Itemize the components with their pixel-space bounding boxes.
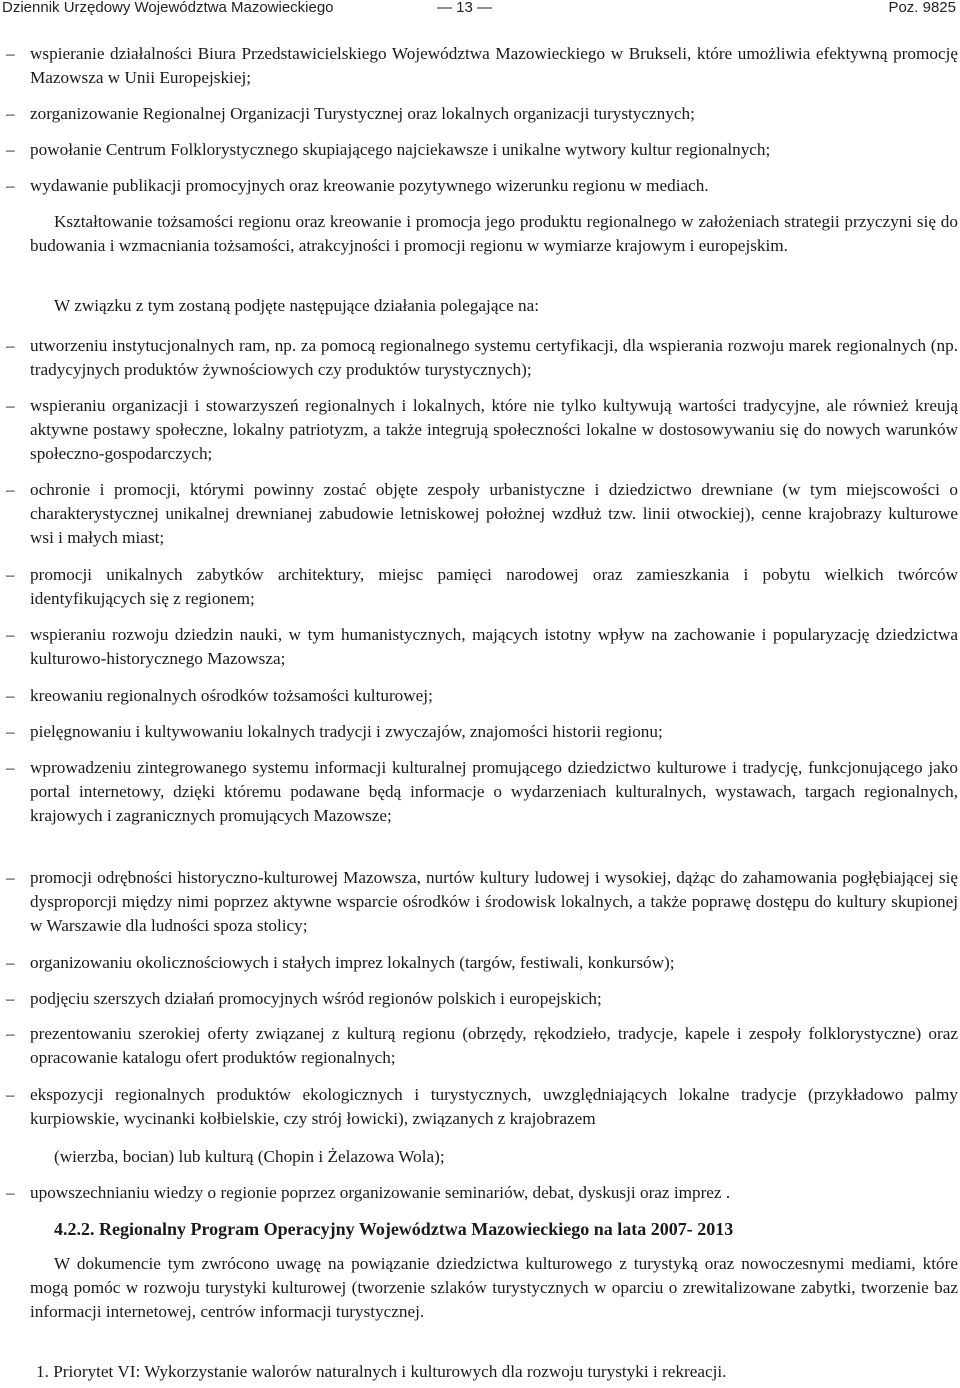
- list-item: [6, 987, 958, 1011]
- list-item: [6, 394, 958, 466]
- numbered-list-item: 1. Priorytet VI: Wykorzystanie walorów naturalnych i kulturowych dla rozwoju turystyki i rekreacji.: [36, 1362, 727, 1381]
- paragraph: [30, 210, 958, 258]
- list-item: [6, 563, 958, 611]
- list-item: [6, 1083, 958, 1131]
- list-item: [6, 42, 958, 90]
- page-header: [0, 0, 960, 20]
- list-item-text: powołanie Centrum Folklorystycznego skupiającego najciekawsze i unikalne wytwory kultur regionalnych;: [30, 140, 771, 159]
- paragraph-text: W dokumencie tym zwrócono uwagę na powiązanie dziedzictwa kulturowego z turystyką oraz nowoczesnymi mediami, które mogą pomóc w rozwoju turystyki kulturowej (tworzenie szlaków turystycznych w oparciu o zrewitalizowane zabytki, tworzenie baz informacji internetowej, centrów informacji turystycznej.: [30, 1254, 958, 1321]
- list-item-text: kreowaniu regionalnych ośrodków tożsamości kulturowej;: [30, 686, 433, 705]
- list-item: [6, 334, 958, 382]
- dash-marker: –: [6, 396, 15, 415]
- list-item: [6, 478, 958, 550]
- list-item: [6, 138, 958, 162]
- section-heading: 4.2.2. Regionalny Program Operacyjny Województwa Mazowieckiego na lata 2007- 2013: [54, 1219, 734, 1239]
- list-item: [6, 756, 958, 828]
- dash-marker: –: [6, 1024, 15, 1043]
- dash-marker: –: [6, 565, 15, 584]
- list-item: [6, 174, 958, 198]
- list-item-text: wspieranie działalności Biura Przedstawicielskiego Województwa Mazowieckiego w Brukseli, które umożliwia efektywną promocję Mazowsza w Unii Europejskiej;: [30, 44, 958, 87]
- list-item: [6, 684, 958, 708]
- list-item-text: wprowadzeniu zintegrowanego systemu informacji kulturalnej promującego dziedzictwo kulturowe i tradycję, funkcjonującego jako portal internetowy, dzięki któremu podawane będą informacje o wydarzeniach kulturalnych, wystawach, targach regionalnych, krajowych i zagranicznych promujących Mazowsze;: [30, 758, 958, 825]
- journal-title: Dziennik Urzędowy Województwa Mazowieckiego: [2, 0, 334, 16]
- dash-marker: –: [6, 140, 15, 159]
- list-item: [6, 720, 958, 744]
- dash-marker: –: [6, 176, 15, 195]
- list-item-text: prezentowaniu szerokiej oferty związanej z kulturą regionu (obrzędy, rękodzieło, tradycje, kapele i zespoły folklorystyczne) oraz opracowanie katalogu ofert produktów regionalnych;: [30, 1024, 958, 1067]
- dash-marker: –: [6, 868, 15, 887]
- paragraph: [54, 294, 958, 318]
- dash-marker: –: [6, 44, 15, 63]
- list-item-text: wspieraniu organizacji i stowarzyszeń regionalnych i lokalnych, które nie tylko kultywują wartości tradycyjne, ale również kreują aktywne postawy społeczne, lokalny patriotyzm, a także integrują społeczności lokalne w dostosowywaniu się do nowych warunków społeczno-gospodarczych;: [30, 396, 958, 463]
- list-item: [6, 102, 958, 126]
- dash-marker: –: [6, 1183, 15, 1202]
- position-number: Poz. 9825: [888, 0, 956, 16]
- list-item-text: podjęciu szerszych działań promocyjnych wśród regionów polskich i europejskich;: [30, 989, 602, 1008]
- dash-marker: –: [6, 686, 15, 705]
- list-item-text: organizowaniu okolicznościowych i stałych imprez lokalnych (targów, festiwali, konkursów);: [30, 953, 675, 972]
- list-item-text: utworzeniu instytucjonalnych ram, np. za pomocą regionalnego systemu certyfikacji, dla wspierania rozwoju marek regionalnych (np. tradycyjnych produktów żywnościowych czy produktów turystycznych);: [30, 336, 958, 379]
- dash-marker: –: [6, 758, 15, 777]
- list-item-text: upowszechnianiu wiedzy o regionie poprzez organizowanie seminariów, debat, dyskusji oraz imprez .: [30, 1183, 731, 1202]
- list-item: [6, 1022, 958, 1070]
- list-item-text: zorganizowanie Regionalnej Organizacji Turystycznej oraz lokalnych organizacji turystycznych;: [30, 104, 695, 123]
- paragraph-text: Kształtowanie tożsamości regionu oraz kreowanie i promocja jego produktu regionalnego w założeniach strategii przyczyni się do budowania i wzmacniania tożsamości, atrakcyjności i promocji regionu w wymiarze krajowym i europejskim.: [30, 212, 958, 255]
- list-item-text: wspieraniu rozwoju dziedzin nauki, w tym humanistycznych, mających istotny wpływ na zachowanie i popularyzację dziedzictwa kulturowo-historycznego Mazowsza;: [30, 625, 958, 668]
- list-item-text: promocji odrębności historyczno-kulturowej Mazowsza, nurtów kultury ludowej i wysokiej, dążąc do zahamowania pogłębiającej się dysproporcji między nimi poprzez aktywne wsparcie ośrodków i środowisk lokalnych, a także poprawę dostępu do kultury skupionej w Warszawie dla ludności spoza stolicy;: [30, 868, 958, 935]
- list-item: [6, 951, 958, 975]
- list-item: [6, 623, 958, 671]
- dash-marker: –: [6, 104, 15, 123]
- list-item-text: pielęgnowaniu i kultywowaniu lokalnych tradycji i zwyczajów, znajomości historii regionu;: [30, 722, 663, 741]
- dash-marker: –: [6, 722, 15, 741]
- paragraph-text: W związku z tym zostaną podjęte następujące działania polegające na:: [54, 296, 540, 315]
- dash-marker: –: [6, 989, 15, 1008]
- list-item-text: wydawanie publikacji promocyjnych oraz kreowanie pozytywnego wizerunku regionu w mediach.: [30, 176, 709, 195]
- list-item: [6, 866, 958, 938]
- dash-marker: –: [6, 480, 15, 499]
- list-item-text: promocji unikalnych zabytków architektury, miejsc pamięci narodowej oraz zamieszkania i pobytu wielkich twórców identyfikujących się z regionem;: [30, 565, 958, 608]
- dash-marker: –: [6, 1085, 15, 1104]
- page-number: — 13 —: [437, 0, 493, 16]
- dash-marker: –: [6, 953, 15, 972]
- list-item-text: ekspozycji regionalnych produktów ekologicznych i turystycznych, uwzględniających lokalne tradycje (przykładowo palmy kurpiowskie, wycinanki kołbielskie, czy strój łowicki), związanych z krajobrazem: [30, 1085, 958, 1128]
- list-item-text: ochronie i promocji, którymi powinny zostać objęte zespoły urbanistyczne i dziedzictwo drewniane (w tym miejscowości o charakterystycznej unikalnej drewnianej zabudowie letniskowej położnej wzdłuż tzw. linii otwockiej), cenne krajobrazy kulturowe wsi i małych miast;: [30, 480, 958, 547]
- dash-marker: –: [6, 336, 15, 355]
- paragraph: [30, 1252, 958, 1324]
- list-item: [6, 1181, 958, 1205]
- continuation-line: [54, 1145, 958, 1169]
- continuation-text: (wierzba, bocian) lub kulturą (Chopin i Żelazowa Wola);: [54, 1147, 445, 1166]
- dash-marker: –: [6, 625, 15, 644]
